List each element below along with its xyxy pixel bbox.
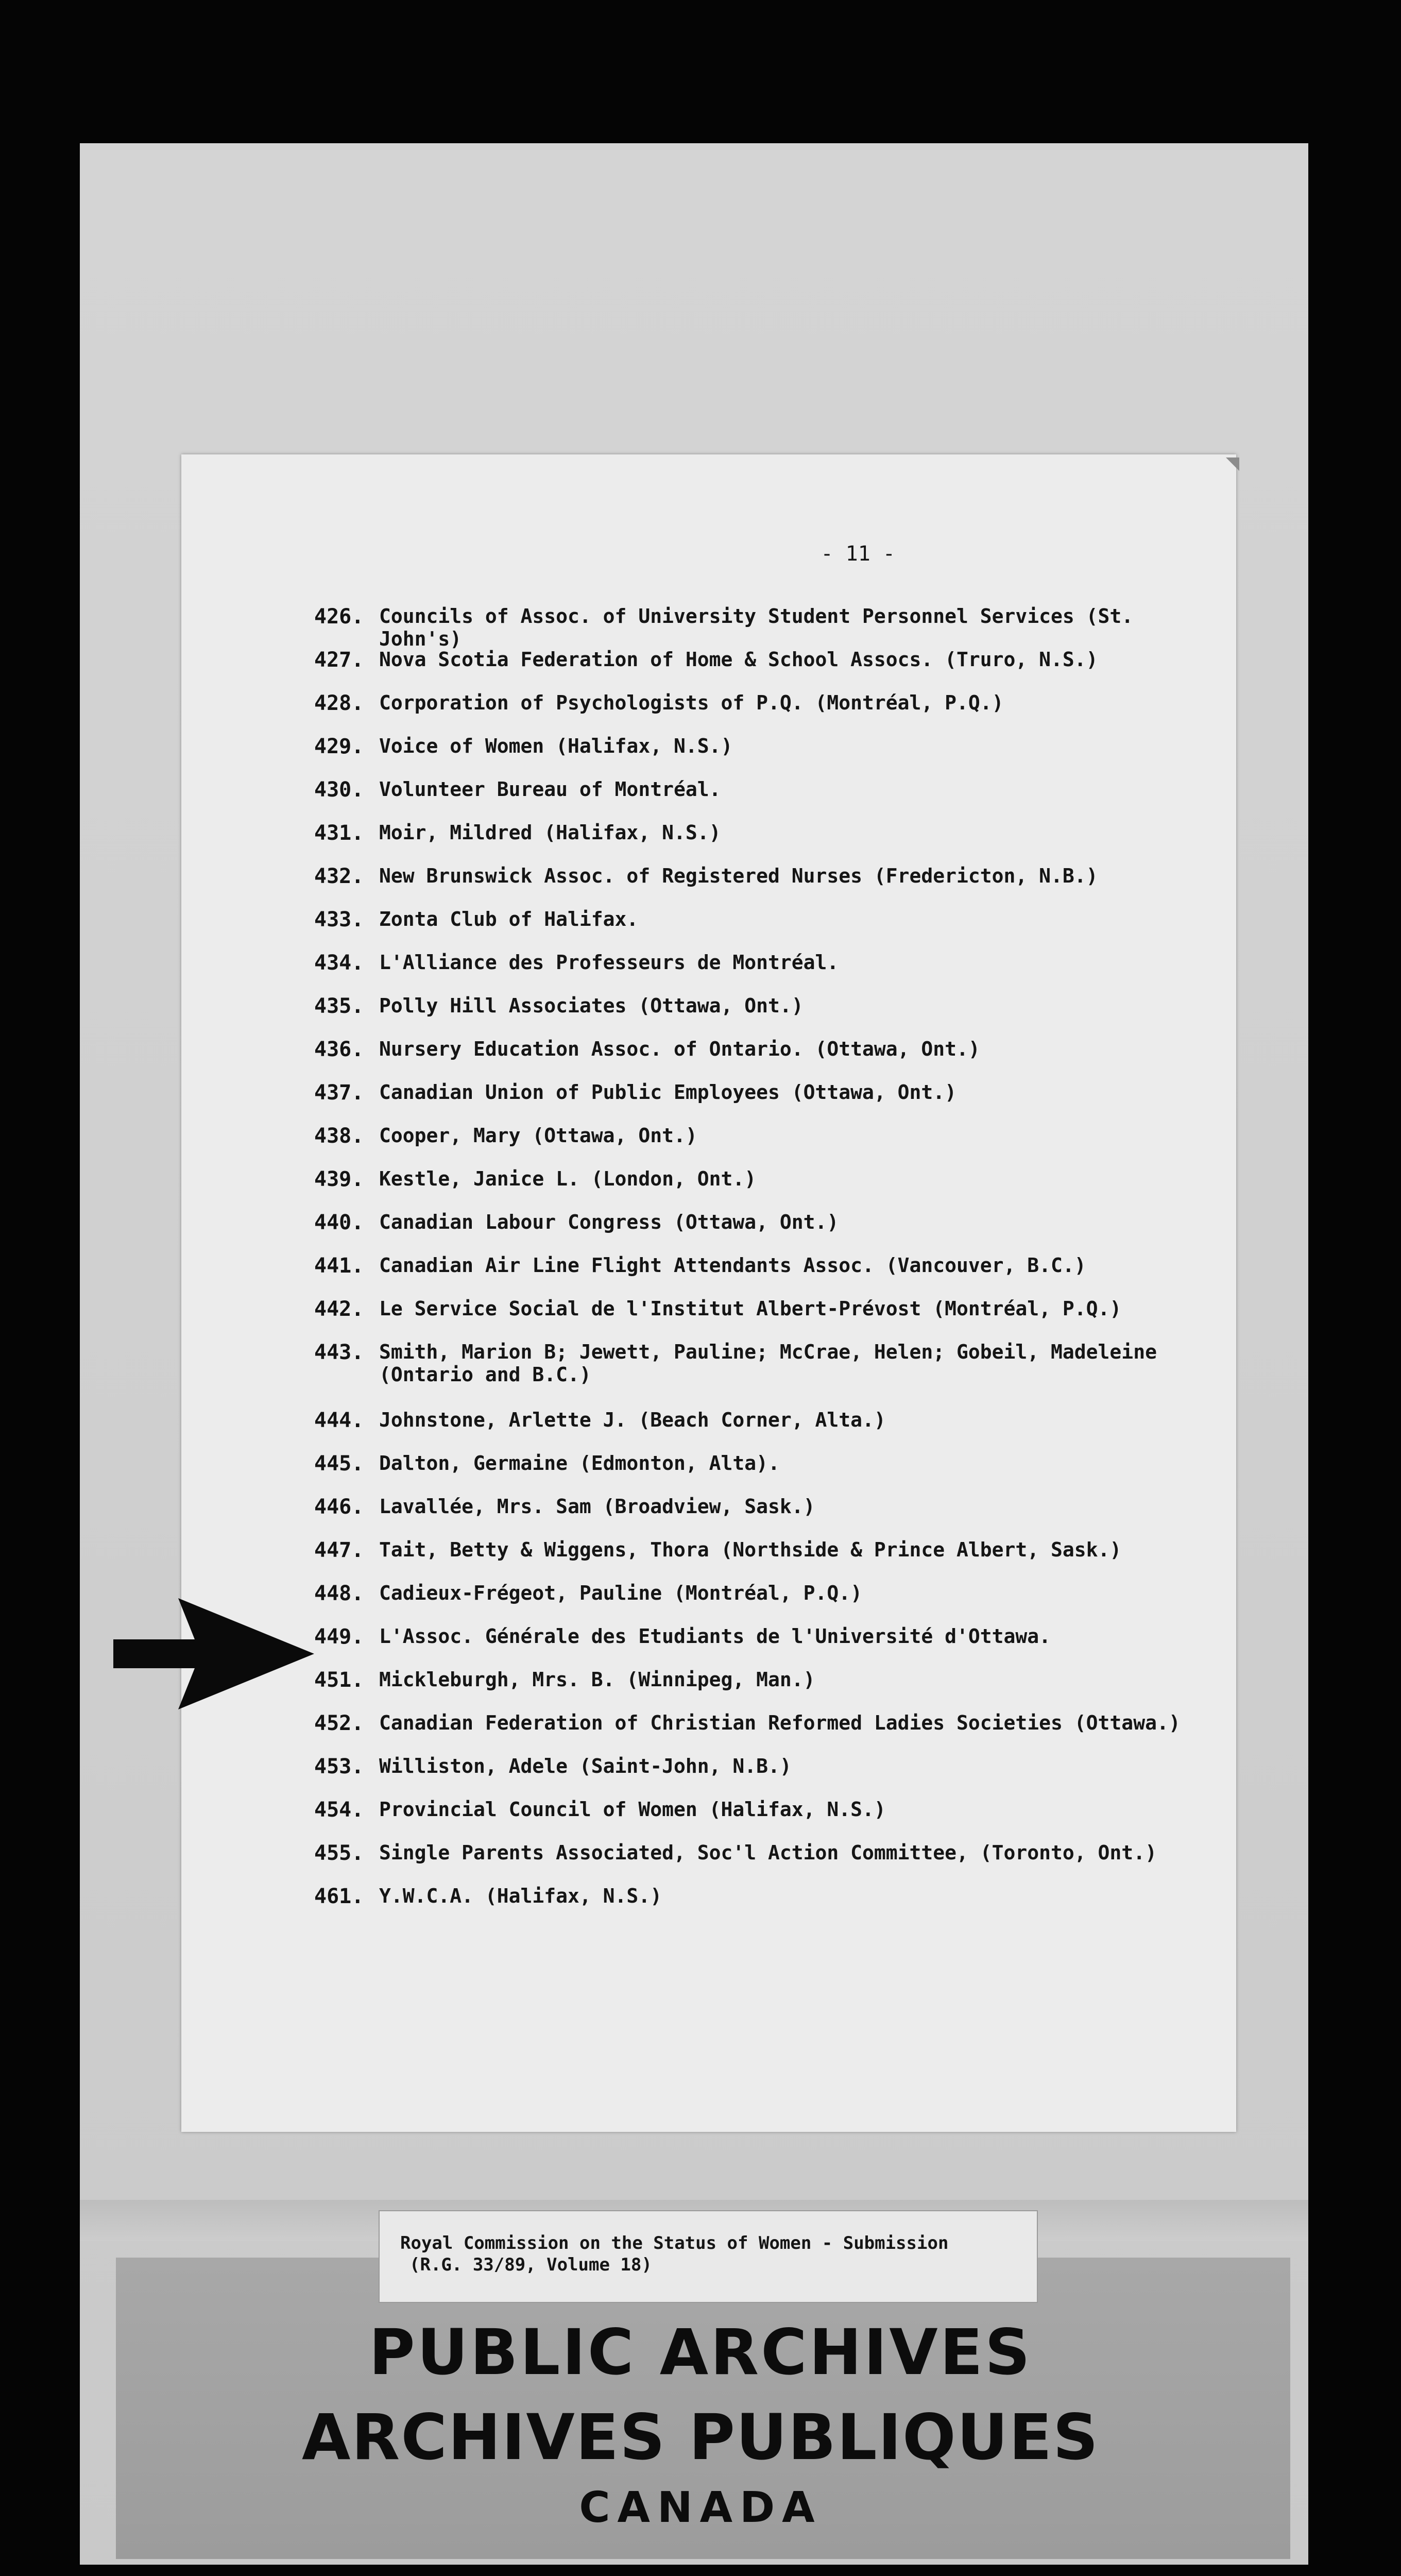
entry-text: Kestle, Janice L. (London, Ont.) (379, 1167, 757, 1190)
label-collection-title: Royal Commission on the Status of Women - Submission (400, 2233, 949, 2253)
entry-text: Moir, Mildred (Halifax, N.S.) (379, 821, 721, 844)
entry-number: 444. (314, 1409, 364, 1432)
entry-text: Canadian Labour Congress (Ottawa, Ont.) (379, 1211, 839, 1233)
entry-text: Nova Scotia Federation of Home & School Assocs. (Truro, N.S.) (379, 648, 1098, 671)
collection-label (379, 2210, 1038, 2303)
entry-number: 447. (314, 1538, 364, 1562)
entry-text: Canadian Federation of Christian Reformed Ladies Societies (Ottawa.) (379, 1711, 1181, 1734)
stamp-public-archives: PUBLIC ARCHIVES (369, 2316, 1032, 2389)
entry-text: Single Parents Associated, Soc'l Action Committee, (Toronto, Ont.) (379, 1841, 1157, 1864)
entry-number: 455. (314, 1841, 364, 1865)
entry-text: Williston, Adele (Saint-John, N.B.) (379, 1755, 792, 1777)
entry-number: 445. (314, 1452, 364, 1476)
entry-number: 437. (314, 1081, 364, 1105)
entry-number: 429. (314, 735, 364, 758)
entry-text: Canadian Union of Public Employees (Ottawa, Ont.) (379, 1081, 957, 1104)
entry-number: 435. (314, 994, 364, 1018)
entry-text: Polly Hill Associates (Ottawa, Ont.) (379, 994, 804, 1017)
entry-text: Nursery Education Assoc. of Ontario. (Ottawa, Ont.) (379, 1038, 980, 1060)
entry-number: 432. (314, 865, 364, 888)
entry-text: Councils of Assoc. of University Student Personnel Services (St. John's) (379, 605, 1134, 650)
entry-number: 449. (314, 1625, 364, 1649)
entry-number: 436. (314, 1038, 364, 1061)
entry-text: New Brunswick Assoc. of Registered Nurses (Fredericton, N.B.) (379, 865, 1098, 887)
entry-number: 426. (314, 605, 364, 629)
stamp-archives-publiques: ARCHIVES PUBLIQUES (301, 2401, 1100, 2474)
entry-text: Zonta Club of Halifax. (379, 908, 639, 930)
entry-text: Dalton, Germaine (Edmonton, Alta). (379, 1452, 780, 1475)
entry-text: Volunteer Bureau of Montréal. (379, 778, 721, 801)
document-sheet (181, 454, 1236, 2132)
entry-number: 440. (314, 1211, 364, 1234)
entry-text: Le Service Social de l'Institut Albert-Prévost (Montréal, P.Q.) (379, 1297, 1122, 1320)
entry-number: 439. (314, 1167, 364, 1191)
entry-number: 430. (314, 778, 364, 802)
entry-number: 453. (314, 1755, 364, 1778)
entry-text: Johnstone, Arlette J. (Beach Corner, Alta.) (379, 1409, 886, 1431)
entry-number: 452. (314, 1711, 364, 1735)
entry-number: 428. (314, 691, 364, 715)
corner-fold-mark (1226, 457, 1239, 471)
entry-text: Lavallée, Mrs. Sam (Broadview, Sask.) (379, 1495, 815, 1518)
entry-number: 438. (314, 1124, 364, 1148)
entry-text: Provincial Council of Women (Halifax, N.S.) (379, 1798, 886, 1821)
entry-number: 434. (314, 951, 364, 975)
entry-number: 431. (314, 821, 364, 845)
entry-text: Canadian Air Line Flight Attendants Assoc. (Vancouver, B.C.) (379, 1254, 1086, 1277)
entry-text: Y.W.C.A. (Halifax, N.S.) (379, 1885, 662, 1907)
entry-number: 461. (314, 1885, 364, 1908)
entry-text: Voice of Women (Halifax, N.S.) (379, 735, 733, 757)
entry-number: 448. (314, 1582, 364, 1605)
page-number: - 11 - (821, 542, 895, 566)
entry-text: L'Alliance des Professeurs de Montréal. (379, 951, 839, 974)
entry-text: Mickleburgh, Mrs. B. (Winnipeg, Man.) (379, 1668, 815, 1691)
arrow-pointer-icon (113, 1597, 314, 1710)
entry-text: L'Assoc. Générale des Etudiants de l'Université d'Ottawa. (379, 1625, 1051, 1648)
entry-number: 442. (314, 1297, 364, 1321)
entry-text: Cadieux-Frégeot, Pauline (Montréal, P.Q.) (379, 1582, 862, 1604)
entry-text: Corporation of Psychologists of P.Q. (Montréal, P.Q.) (379, 691, 1004, 714)
entry-number: 446. (314, 1495, 364, 1519)
entry-number: 433. (314, 908, 364, 931)
entry-number: 441. (314, 1254, 364, 1278)
entry-text: Tait, Betty & Wiggens, Thora (Northside & Prince Albert, Sask.) (379, 1538, 1122, 1561)
entry-number: 454. (314, 1798, 364, 1822)
entry-text: Smith, Marion B; Jewett, Pauline; McCrae, Helen; Gobeil, Madeleine (Ontario and B.C.) (379, 1341, 1157, 1386)
entry-number: 451. (314, 1668, 364, 1692)
submission-list (181, 605, 1236, 2099)
entry-number: 443. (314, 1341, 364, 1364)
label-reference: (R.G. 33/89, Volume 18) (409, 2255, 652, 2275)
entry-text: Cooper, Mary (Ottawa, Ont.) (379, 1124, 697, 1147)
stamp-canada: CANADA (579, 2483, 822, 2532)
entry-number: 427. (314, 648, 364, 672)
